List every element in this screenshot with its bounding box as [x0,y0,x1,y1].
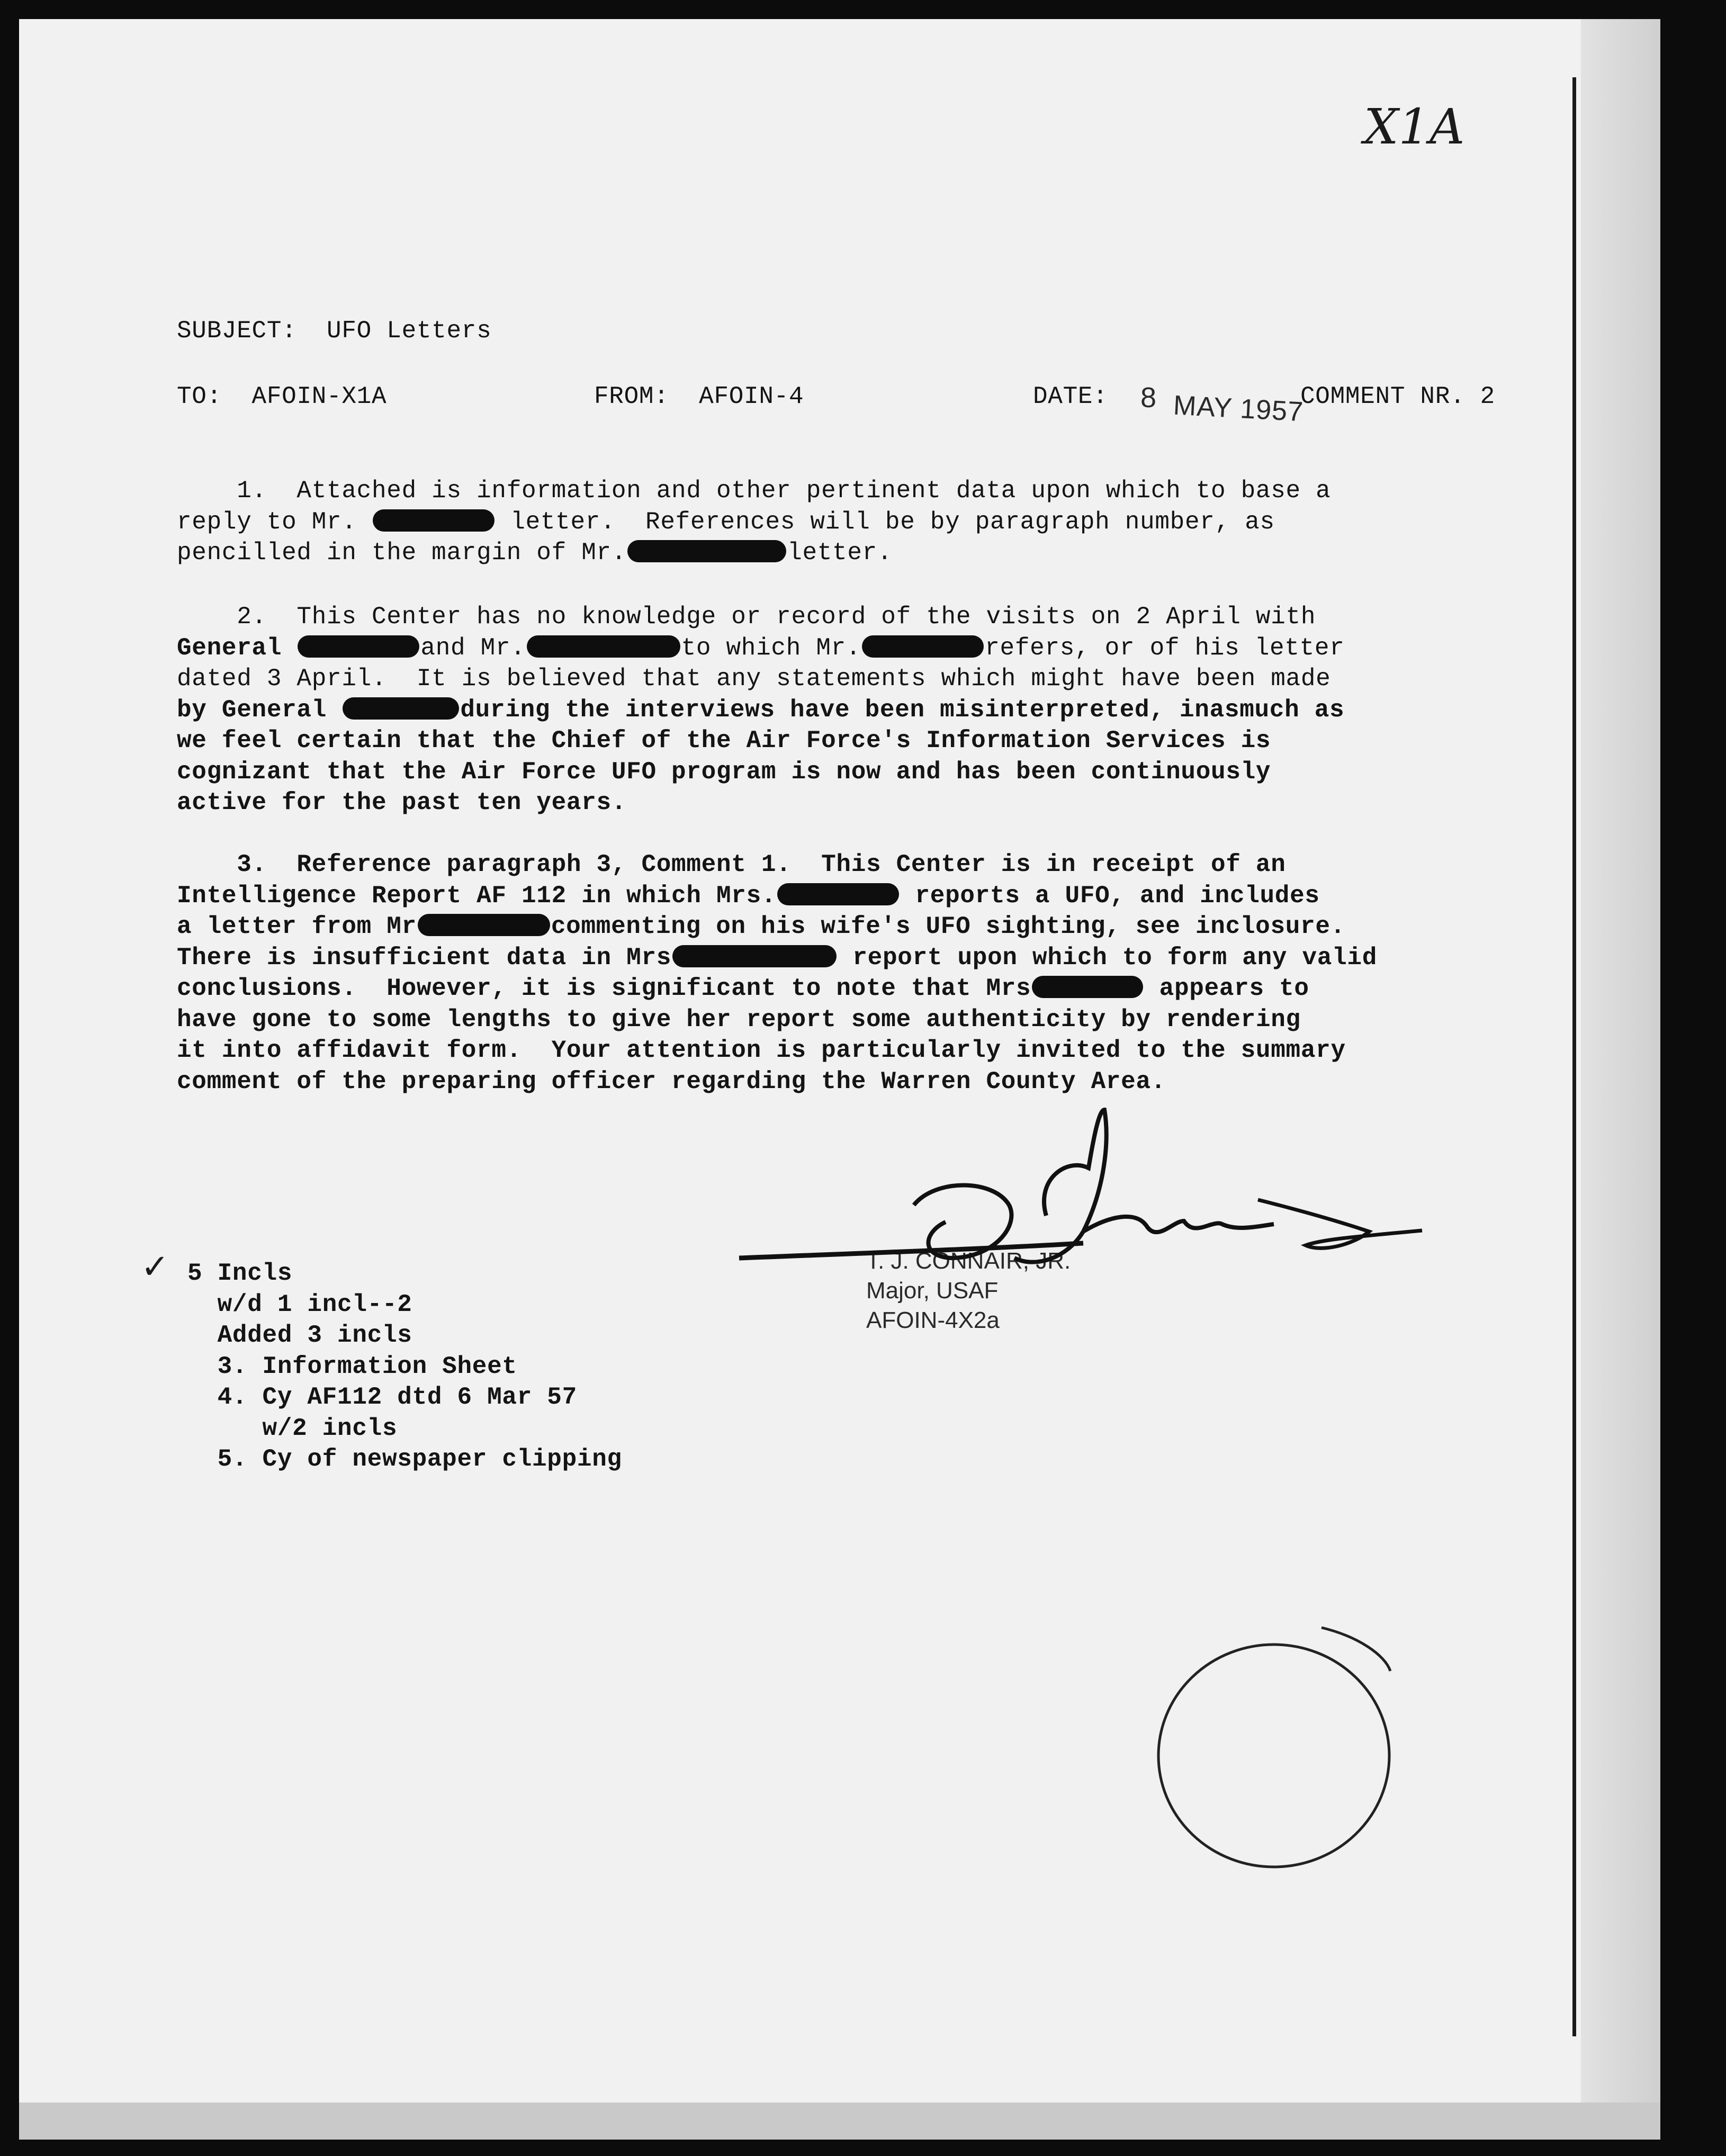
redaction [777,883,899,905]
p3-line-8: comment of the preparing officer regarding the Warren County Area. [177,1067,1166,1095]
p3-line-2: Intelligence Report AF 112 in which Mrs. reports a UFO, and includes [177,882,1320,910]
comment-line [1300,381,1495,412]
p2-line-3: dated 3 April. It is believed that any statements which might have been made [177,665,1331,693]
paragraph-3 [177,849,1377,1097]
from-label: FROM: [594,383,669,410]
enclosure-item: 5 Incls [187,1260,293,1287]
to-line [177,381,386,412]
p2-line-4: by General during the interviews have been misinterpreted, inasmuch as [177,696,1345,724]
check-mark: ✓ [141,1247,169,1287]
redaction [627,540,786,562]
redaction [343,697,459,720]
p2-line-5: we feel certain that the Chief of the Air Force's Information Services is [177,727,1271,754]
subject-line [177,316,491,347]
enclosure-item: Added 3 incls [217,1322,412,1349]
pencil-circle-icon [1136,1613,1433,1877]
enclosure-item: 3. Information Sheet [217,1352,517,1380]
document-page [19,19,1660,2140]
redaction [862,635,984,658]
corner-mark: X1A [1364,98,1465,155]
to-label: TO: [177,383,222,410]
redaction [527,635,680,658]
p2-line-7: active for the past ten years. [177,789,627,816]
scan-bottom-band [19,2103,1660,2140]
p3-line-4: There is insufficient data in Mrs report upon which to form any valid [177,944,1378,972]
p2-line-2: General and Mr. to which Mr. refers, or of his letter [177,634,1345,662]
date-stamp: MAY 1957 [1172,390,1305,428]
p3-line-7: it into affidavit form. Your attention is particularly invited to the summary [177,1037,1346,1064]
from-line [594,381,804,412]
date-label: DATE: [1033,383,1108,410]
enclosure-list [187,1258,622,1475]
signature-rank: Major, USAF [866,1278,999,1304]
redaction [1032,976,1143,998]
enclosure-item: w/d 1 incl--2 [217,1290,412,1318]
margin-rule [1572,77,1576,2036]
redaction [298,635,419,658]
subject-label: SUBJECT: [177,317,297,345]
p3-line-5: conclusions. However, it is significant to note that Mrs appears to [177,975,1309,1002]
comment-label: COMMENT NR. [1300,383,1466,410]
p3-line-6: have gone to some lengths to give her report some authenticity by rendering [177,1005,1301,1034]
paragraph-1 [177,475,1331,569]
p1-line-2: reply to Mr. letter. References will be by paragraph number, as [177,508,1275,536]
p3-line-3: a letter from Mr commenting on his wife's UFO sighting, see inclosure. [177,913,1346,940]
comment-number: 2 [1480,383,1495,410]
date-day: 8 [1140,382,1157,414]
signature-icon [718,1099,1459,1322]
subject-value: UFO Letters [327,317,492,345]
enclosure-item: w/2 incls [262,1414,398,1442]
enclosure-item: 4. Cy AF112 dtd 6 Mar 57 [217,1384,577,1411]
redaction [373,509,495,532]
p1-line-1: 1. Attached is information and other pertinent data upon which to base a [237,477,1331,505]
signature-office: AFOIN-4X2a [866,1307,1000,1333]
to-value: AFOIN-X1A [251,383,387,410]
paragraph-2 [177,601,1345,819]
scan-right-border [1581,19,1660,2140]
p2-line-1: 2. This Center has no knowledge or record of the visits on 2 April with [237,603,1316,631]
p2-line-6: cognizant that the Air Force UFO program is now and has been continuously [177,758,1271,786]
enclosure-item: 5. Cy of newspaper clipping [217,1445,622,1473]
redaction [418,914,550,936]
from-value: AFOIN-4 [699,383,804,410]
p3-line-1: 3. Reference paragraph 3, Comment 1. This Center is in receipt of an [237,851,1286,878]
signature-name: T. J. CONNAIR, JR. [866,1248,1071,1274]
redaction [672,945,837,967]
p1-line-3: pencilled in the margin of Mr. letter. [177,539,893,567]
